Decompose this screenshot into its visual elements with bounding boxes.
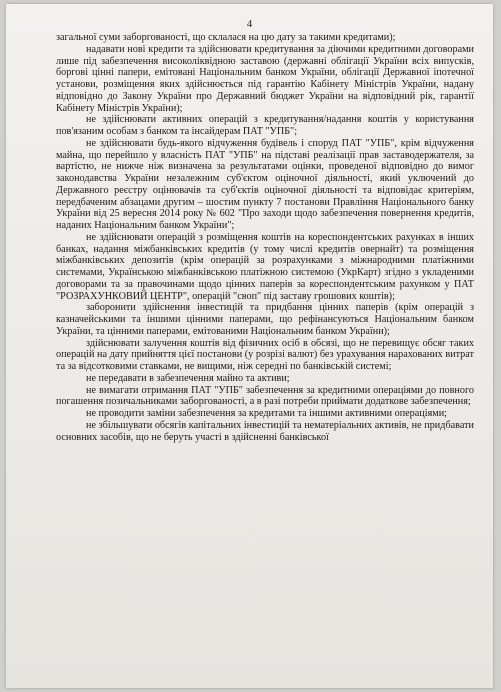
paragraph-1: загальної суми заборгованості, що склалася на цю дату за такими кредитами); <box>56 32 396 43</box>
paragraph-8: не передавати в забезпечення майно та активи; <box>86 372 290 384</box>
document-page <box>6 4 493 688</box>
paragraph-7: здійснювати залучення коштів від фізичних осіб в обсязі, що не перевищує обсяг таких операцій на дату прийняття цієї постанови (у розрізі валют) без урахування нарахованих витрат та за відсотковими ставками, не вищими, ніж середні по банківській системі; <box>56 337 474 372</box>
paragraph-2: надавати нові кредити та здійснювати кредитування за діючими кредитними договорами лише під забезпечення високоліквідною заставою (державні облігації України всіх випусків, боргові цінні папери, емітовані Національним банком України, облігації Державної іпотечної установи, розміщення яких здійснюється під гарантію Кабінету Міністрів України, надану відповідно до Закону України про Державний бюджет України на відповідний рік, гарантії Кабінету Міністрів України); <box>56 43 474 114</box>
paragraph-6: заборонити здійснення інвестицій та придбання цінних паперів (крім операцій з казначейськими та іншими цінними паперами, що рефінансуються Національним банком України, та цінними паперами, емітованими Національним банком України); <box>56 302 474 337</box>
document-body <box>56 32 474 443</box>
paragraph-9: не вимагати отримання ПАТ "УПБ" забезпечення за кредитними операціями до повного погашення позичальниками заборгованості, а в разі потреби приймати додаткове забезпечення; <box>56 384 474 408</box>
page-number: 4 <box>246 18 253 30</box>
paragraph-3: не здійснювати активних операцій з кредитування/надання коштів у користування пов'язаним особам з банком та інсайдерам ПАТ "УПБ"; <box>56 114 474 137</box>
paragraph-10: не проводити заміни забезпечення за кредитами та іншими активними операціями; <box>86 408 447 419</box>
paragraph-4: не здійснювати будь-якого відчуження будівель і споруд ПАТ "УПБ", крім відчуження майна, що перейшло у власність ПАТ "УПБ" на підставі реалізації прав заставодержателя, за вартістю, не нижче ніж визначена за результатами оцінки, проведеної відповідно до вимог законодавства України незалежним суб'єктом оціночної діяльності, який уключений до Державного реєстру оцінювачів та суб'єктів оціночної діяльності та відповідає критеріям, передбаченим абзацами другим – шостим пункту 7 постанови Правління Національного банку України від 25 вересня 2014 року № 602 "Про заходи щодо забезпечення повернення кредитів, наданих Національним банком України"; <box>56 137 474 231</box>
paragraph-5: не здійснювати операцій з розміщення коштів на кореспондентських рахунках в інших банках, надання міжбанківських кредитів (у тому числі кредитів овернайт) та розміщення міжбанківських депозитів (крім операцій за розрахунками з міжнародними платіжними системами, Українською міжбанківською платіжною системою (УкрКарт) згідно з укладеними договорами та за правочинами щодо цінних паперів за кореспондентським рахунком у ПАТ "РОЗРАХУНКОВИЙ ЦЕНТР", операцій "своп" під заставу грошових коштів); <box>56 231 474 302</box>
paragraph-11: не збільшувати обсягів капітальних інвестицій та нематеріальних активів, не придбавати основних засобів, що не беруть участі в здійсненні банківської <box>56 419 474 443</box>
